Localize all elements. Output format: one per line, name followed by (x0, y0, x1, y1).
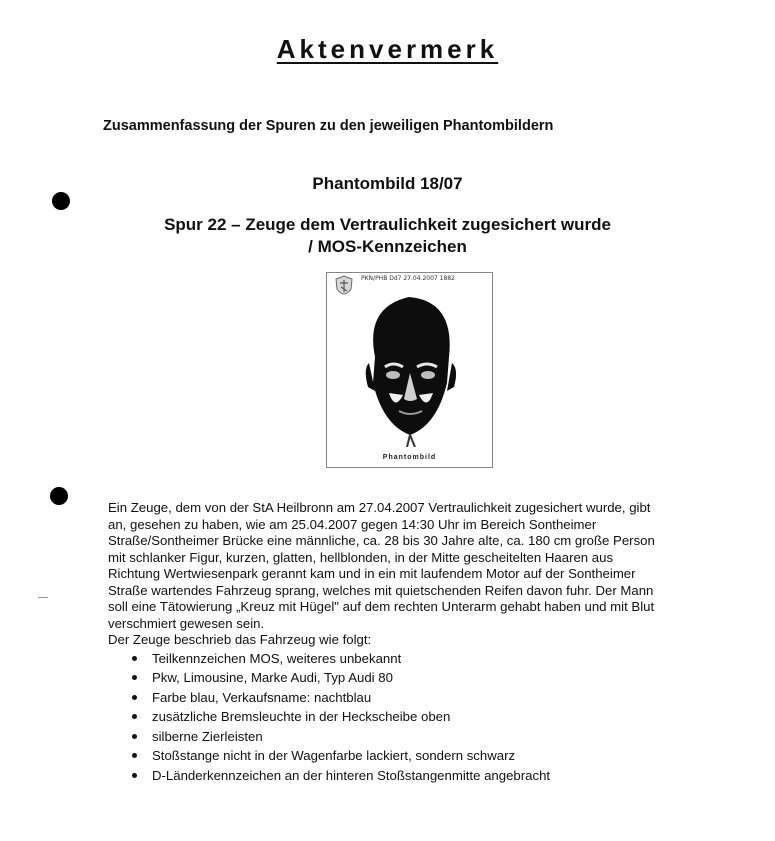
list-item: Pkw, Limousine, Marke Audi, Typ Audi 80 (108, 668, 668, 688)
list-item: Farbe blau, Verkaufsname: nachtblau (108, 688, 668, 708)
punch-hole-top (52, 192, 70, 210)
spur-heading-line1: Spur 22 – Zeuge dem Vertraulichkeit zugesichert wurde (164, 215, 611, 234)
phantom-heading: Phantombild 18/07 (312, 174, 463, 193)
spur-heading (0, 214, 775, 258)
vehicle-list (108, 649, 668, 786)
report-body (108, 500, 668, 785)
document-title: Aktenvermerk (276, 34, 499, 64)
phantom-image-header: PKN/PHB Dd7 27.04.2007 1882 (361, 275, 455, 282)
document-subtitle: Zusammenfassung der Spuren zu den jeweiligen Phantombildern (103, 118, 554, 134)
punch-hole-bottom (50, 487, 68, 505)
list-item: D-Länderkennzeichen an der hinteren Stoßstangenmitte angebracht (108, 766, 668, 786)
phantom-image-caption: Phantombild (382, 454, 437, 461)
margin-mark (38, 597, 48, 598)
phantom-image-frame (326, 272, 493, 468)
witness-statement: Ein Zeuge, dem von der StA Heilbronn am 27.04.2007 Vertraulichkeit zugesichert wurde, gibt an, gesehen zu haben, wie am 25.04.2007 gegen 14:30 Uhr im Bereich Sontheimer Straße/Sontheimer Brücke eine männliche, ca. 28 bis 30 Jahre alte, ca. 180 cm große Person mit schlanker Figur, kurzen, glatten, hellblonden, in der Mitte gescheitelten Haaren aus Richtung Wertwiesenpark gerannt kam und in ein mit laufendem Motor auf der Sontheimer Straße wartendes Fahrzeug sprang, welches mit quietschenden Reifen davon fuhr. Der Mann soll eine Tätowierung „Kreuz mit Hügel" auf dem rechten Unterarm gehabt haben und mit Blut verschmiert gewesen sein. (108, 500, 655, 631)
vehicle-intro: Der Zeuge beschrieb das Fahrzeug wie folgt: (108, 632, 372, 647)
list-item: zusätzliche Bremsleuchte in der Heckscheibe oben (108, 707, 668, 727)
list-item: silberne Zierleisten (108, 727, 668, 747)
spur-heading-line2: / MOS-Kennzeichen (308, 237, 467, 256)
list-item: Teilkennzeichen MOS, weiteres unbekannt (108, 649, 668, 669)
phantom-face-image (343, 287, 478, 447)
list-item: Stoßstange nicht in der Wagenfarbe lackiert, sondern schwarz (108, 746, 668, 766)
